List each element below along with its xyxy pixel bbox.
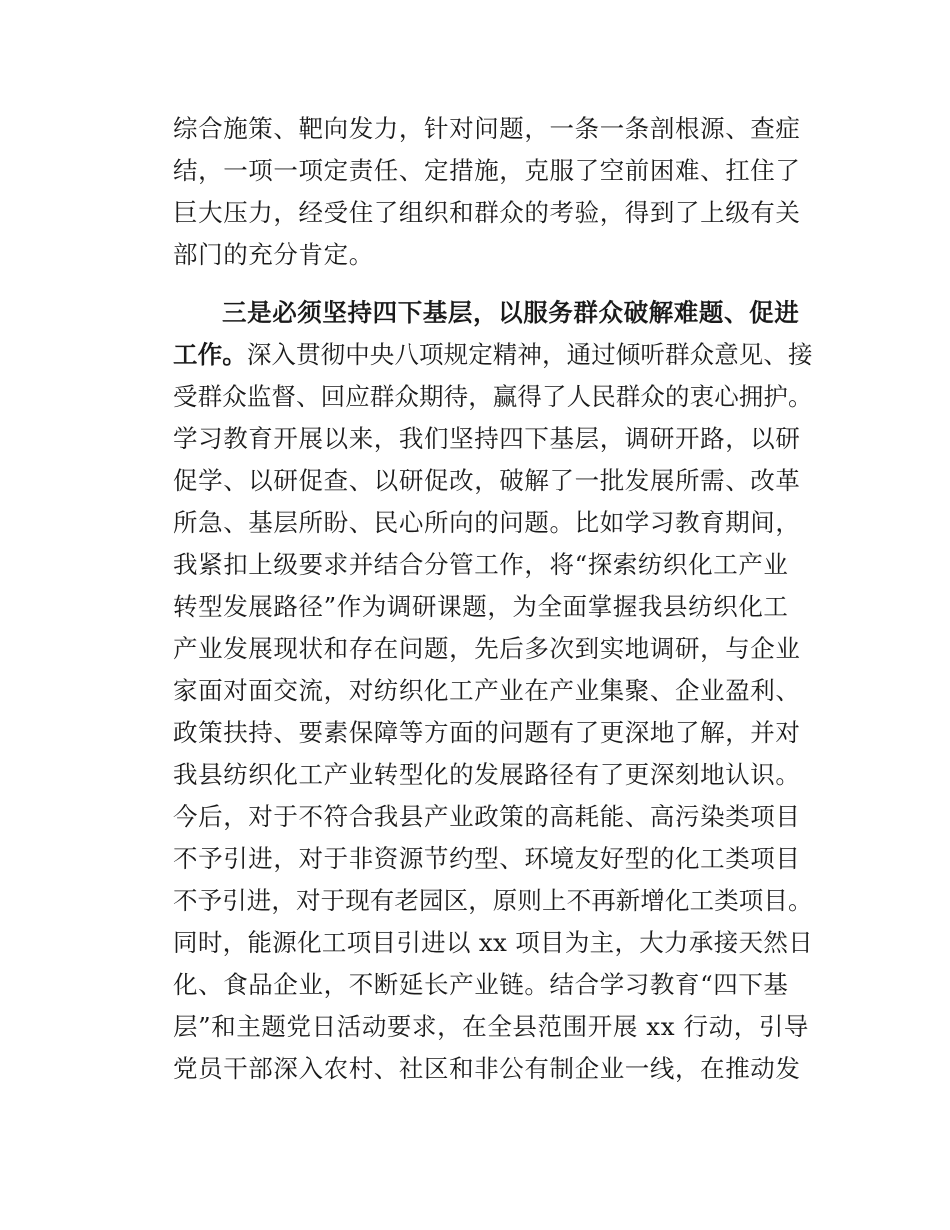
text-line: 受群众监督、回应群众期待，赢得了人民群众的衷心拥护。 (173, 382, 813, 411)
text-line: 产业发展现状和存在问题，先后多次到实地调研，与企业 (173, 634, 801, 663)
text-line: 不予引进，对于非资源节约型、环境友好型的化工类项目 (173, 844, 801, 873)
text-line (173, 340, 813, 370)
text-line: 转型发展路径”作为调研课题，为全面掌握我县纺织化工 (173, 592, 789, 621)
text-line-rest: 深入贯彻中央八项规定精神，通过倾听群众意见、接 (246, 340, 813, 369)
text-line: 化、食品企业，不断延长产业链。结合学习教育“四下基 (173, 970, 789, 999)
text-line: 所急、基层所盼、民心所向的问题。比如学习教育期间， (173, 508, 801, 537)
text-line: 我紧扣上级要求并结合分管工作，将“探索纺织化工产业 (173, 550, 789, 579)
text-line: 党员干部深入农村、社区和非公有制企业一线，在推动发 (173, 1054, 801, 1083)
text-line: 结，一项一项定责任、定措施，克服了空前困难、扛住了 (173, 156, 801, 185)
text-line: 综合施策、靶向发力，针对问题，一条一条剖根源、查症 (173, 114, 801, 143)
text-line: 今后，对于不符合我县产业政策的高耗能、高污染类项目 (173, 802, 801, 831)
text-line: 层”和主题党日活动要求，在全县范围开展 xx 行动，引导 (173, 1012, 810, 1041)
text-line: 部门的充分肯定。 (173, 240, 374, 269)
text-line: 我县纺织化工产业转型化的发展路径有了更深刻地认识。 (173, 760, 801, 789)
text-line: 同时，能源化工项目引进以 xx 项目为主，大力承接天然日 (173, 928, 814, 957)
text-line: 不予引进，对于现有老园区，原则上不再新增化工类项目。 (173, 886, 813, 915)
text-line: 家面对面交流，对纺织化工产业在产业集聚、企业盈利、 (173, 676, 801, 705)
text-line: 促学、以研促查、以研促改，破解了一批发展所需、改革 (173, 466, 801, 495)
section-heading-end: 工作。 (173, 340, 247, 369)
text-line: 政策扶持、要素保障等方面的问题有了更深地了解，并对 (173, 718, 801, 747)
text-line: 学习教育开展以来，我们坚持四下基层，调研开路，以研 (173, 424, 801, 453)
text-line: 巨大压力，经受住了组织和群众的考验，得到了上级有关 (173, 198, 801, 227)
section-heading: 三是必须坚持四下基层，以服务群众破解难题、促进 (222, 298, 800, 327)
